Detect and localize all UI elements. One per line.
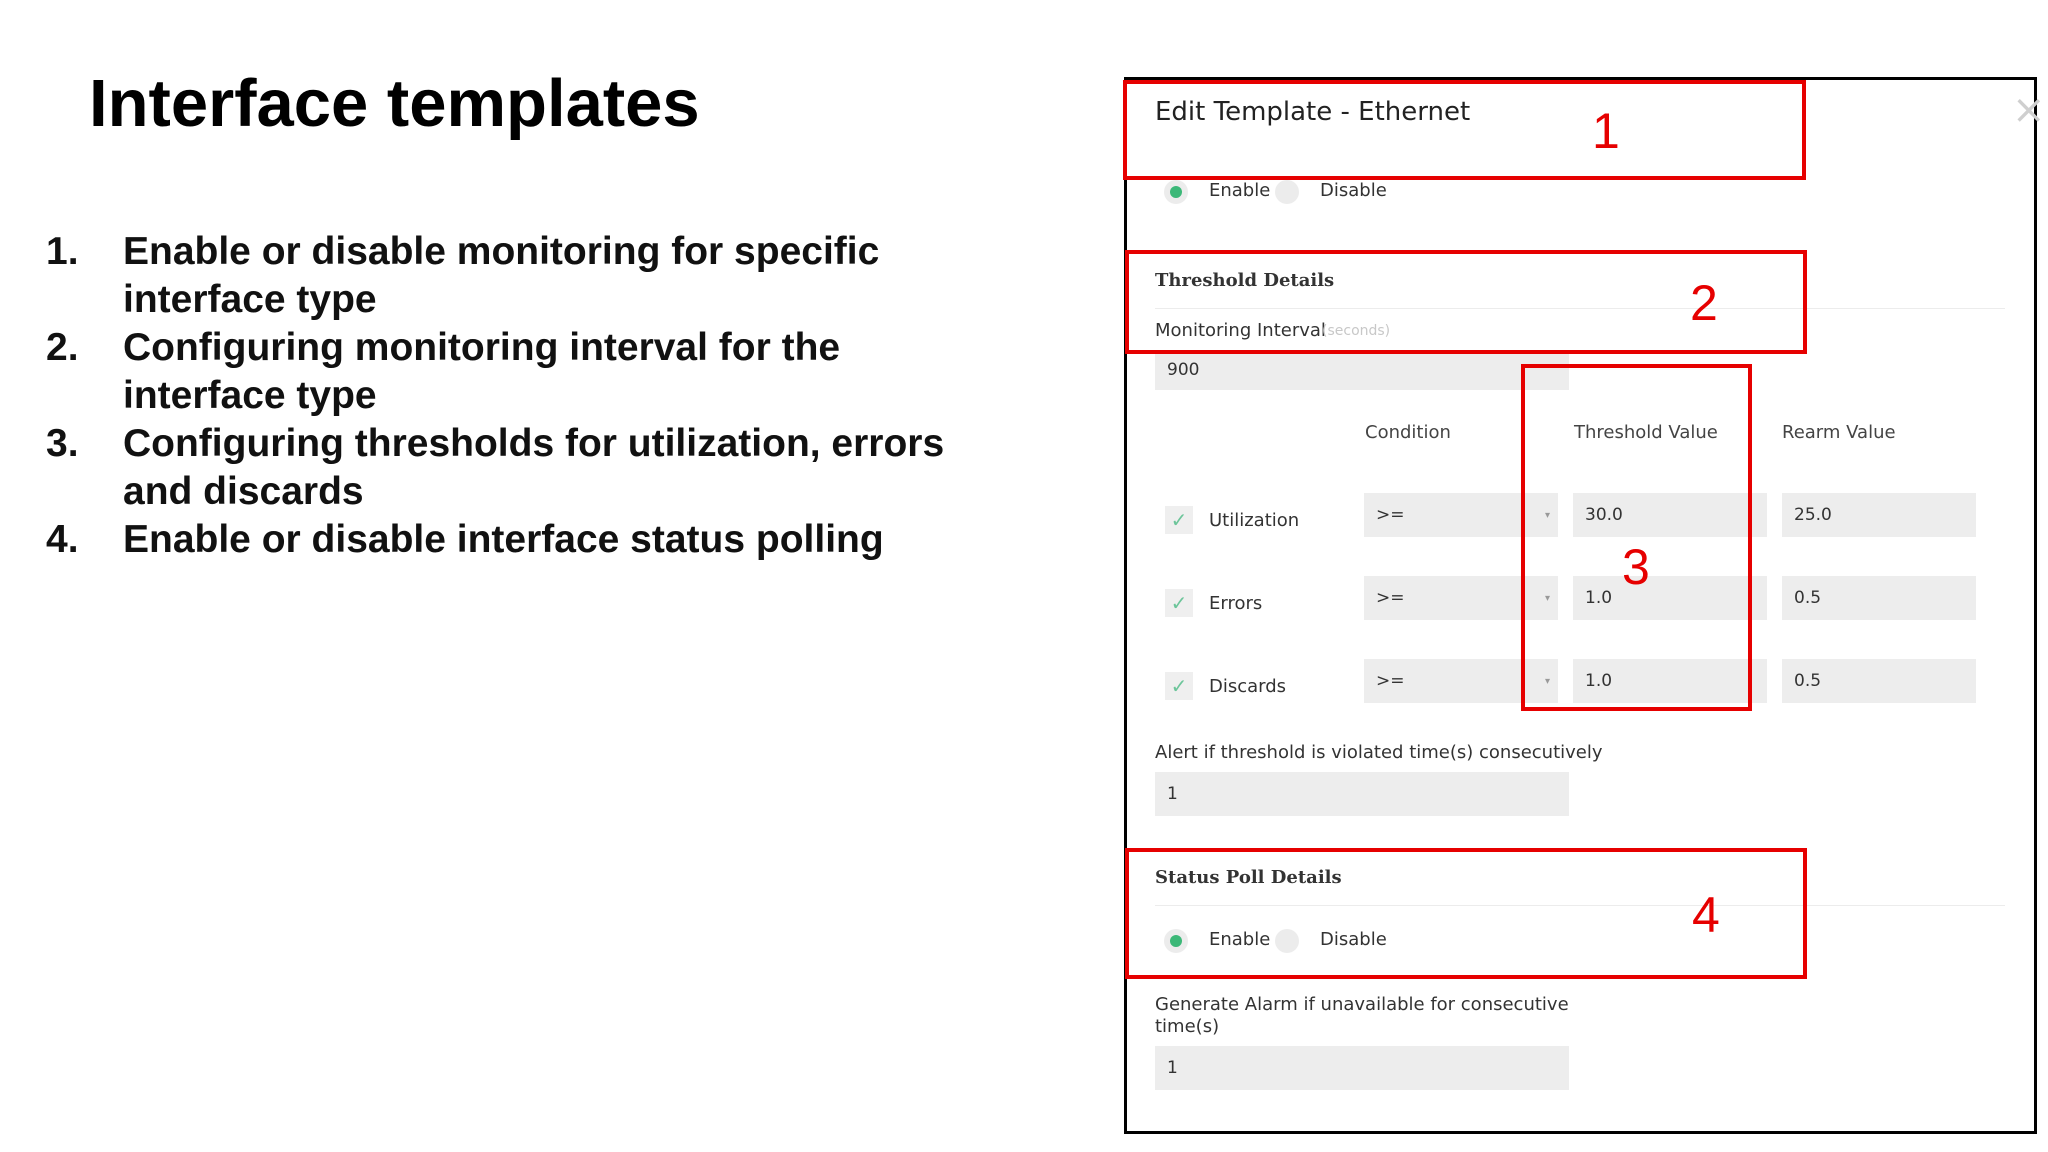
- bullet-number: 1.: [46, 230, 79, 273]
- bullet-item-2: [46, 324, 1006, 420]
- generate-alarm-label: [1155, 994, 1569, 1038]
- close-icon[interactable]: ×: [2012, 87, 2046, 133]
- monitoring-enable-label: Enable: [1209, 180, 1271, 201]
- discards-label: Discards: [1209, 676, 1287, 697]
- check-icon: ✓: [1170, 508, 1188, 532]
- bullet-list: [46, 228, 1006, 564]
- condition-value: >=: [1376, 505, 1405, 525]
- condition-value: >=: [1376, 671, 1405, 691]
- bullet-text-line: interface type: [123, 278, 377, 321]
- monitoring-disable-label: Disable: [1320, 180, 1387, 201]
- generate-alarm-label-line: Generate Alarm if unavailable for consecutive: [1155, 994, 1569, 1015]
- chevron-down-icon: ▾: [1544, 592, 1550, 604]
- errors-threshold-input[interactable]: 1.0: [1573, 576, 1767, 620]
- condition-value: >=: [1376, 588, 1405, 608]
- bullet-item-4: [46, 516, 1006, 564]
- bullet-item-1: [46, 228, 1006, 324]
- discards-rearm-input[interactable]: 0.5: [1782, 659, 1976, 703]
- utilization-rearm-input[interactable]: 25.0: [1782, 493, 1976, 537]
- dialog-title: Edit Template - Ethernet: [1155, 97, 1471, 127]
- bullet-text-line: Configuring monitoring interval for the: [123, 326, 841, 369]
- threshold-column-header: Threshold Value: [1574, 422, 1718, 443]
- bullet-text-line: interface type: [123, 374, 377, 417]
- chevron-down-icon: ▾: [1544, 675, 1550, 687]
- status-poll-disable-label: Disable: [1320, 929, 1387, 950]
- bullet-text-line: and discards: [123, 470, 364, 513]
- errors-label: Errors: [1209, 593, 1263, 614]
- utilization-threshold-input[interactable]: 30.0: [1573, 493, 1767, 537]
- check-icon: ✓: [1170, 591, 1188, 615]
- chevron-down-icon: ▾: [1544, 509, 1550, 521]
- monitoring-interval-input[interactable]: 900: [1155, 350, 1569, 390]
- utilization-checkbox[interactable]: [1165, 506, 1193, 534]
- discards-threshold-input[interactable]: 1.0: [1573, 659, 1767, 703]
- alert-consecutive-input[interactable]: 1: [1155, 772, 1569, 816]
- slide-title: Interface templates: [89, 66, 700, 141]
- status-poll-section-title: Status Poll Details: [1155, 867, 1342, 888]
- bullet-number: 2.: [46, 326, 79, 369]
- alert-consecutive-label: Alert if threshold is violated time(s) consecutively: [1155, 742, 1603, 763]
- generate-alarm-label-line: time(s): [1155, 1016, 1220, 1037]
- annotation-label-1: 1: [1592, 103, 1620, 159]
- bullet-number: 3.: [46, 422, 79, 465]
- utilization-label: Utilization: [1209, 510, 1300, 531]
- bullet-number: 4.: [46, 518, 79, 561]
- discards-checkbox[interactable]: [1165, 672, 1193, 700]
- monitoring-disable-radio[interactable]: [1275, 180, 1299, 204]
- annotation-box-1: [1123, 80, 1806, 180]
- bullet-text-line: Enable or disable monitoring for specific: [123, 230, 880, 273]
- annotation-label-2: 2: [1690, 275, 1718, 331]
- bullet-item-3: [46, 420, 1006, 516]
- monitoring-enable-radio[interactable]: [1164, 180, 1188, 204]
- status-poll-enable-label: Enable: [1209, 929, 1271, 950]
- errors-checkbox[interactable]: [1165, 589, 1193, 617]
- rearm-column-header: Rearm Value: [1782, 422, 1896, 443]
- monitoring-interval-label: Monitoring Interval: [1155, 320, 1326, 341]
- annotation-box-3: [1521, 364, 1752, 711]
- generate-alarm-input[interactable]: 1: [1155, 1046, 1569, 1090]
- condition-column-header: Condition: [1365, 422, 1451, 443]
- check-icon: ✓: [1170, 674, 1188, 698]
- annotation-label-4: 4: [1692, 887, 1720, 943]
- threshold-section-title: Threshold Details: [1155, 270, 1335, 291]
- annotation-label-3: 3: [1622, 539, 1650, 595]
- monitoring-interval-hint: (seconds): [1322, 323, 1391, 339]
- bullet-text-line: Enable or disable interface status polling: [123, 518, 884, 561]
- errors-rearm-input[interactable]: 0.5: [1782, 576, 1976, 620]
- bullet-text-line: Configuring thresholds for utilization, errors: [123, 422, 945, 465]
